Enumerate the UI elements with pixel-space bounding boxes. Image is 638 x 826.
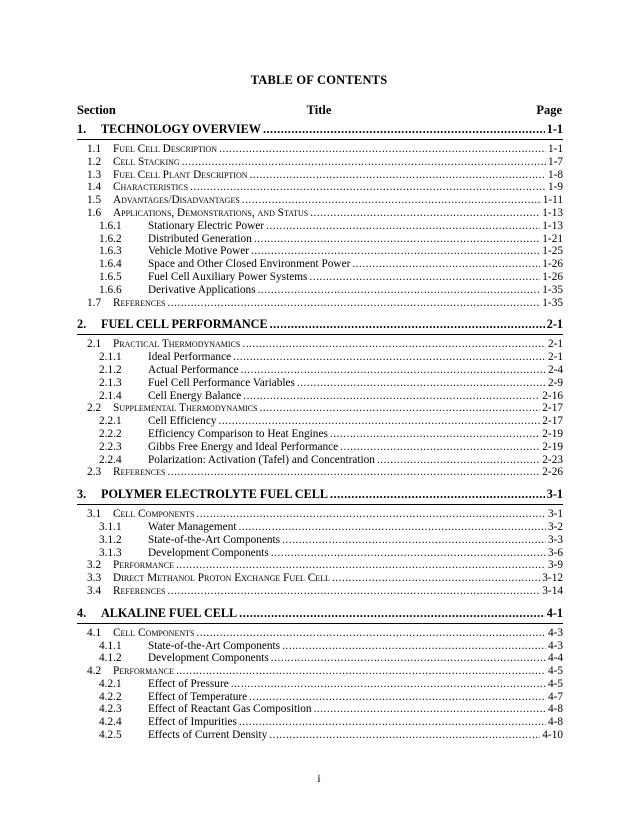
toc-entry-number: 3.1.3: [99, 546, 122, 559]
toc-entry-page: 2-1: [546, 317, 563, 332]
toc-entry-number: 4.2: [87, 665, 102, 678]
toc-entry-title: References: [113, 466, 166, 479]
toc-entry-page: 1-13: [542, 219, 563, 232]
toc-chapter-entry[interactable]: [77, 606, 563, 620]
toc-entry-page: 1-35: [542, 283, 563, 296]
toc-subsection-entry[interactable]: [77, 652, 563, 665]
toc-entry-number: 4.1.1: [99, 639, 122, 652]
toc-entry-title: TECHNOLOGY OVERVIEW: [101, 122, 261, 136]
toc-entry-title: Water Management: [148, 520, 237, 533]
toc-entry-page: 2-19: [542, 427, 563, 440]
toc-entry-page: 1-26: [542, 258, 563, 271]
toc-entry-number: 1.6.3: [99, 245, 122, 258]
toc-section-entry[interactable]: [77, 143, 563, 156]
toc-entry-title: POLYMER ELECTROLYTE FUEL CELL: [101, 487, 328, 502]
toc-subsection-entry[interactable]: [77, 271, 563, 284]
toc-entry-number: 2.1.1: [99, 351, 122, 364]
toc-entry-page: 1-11: [542, 194, 563, 207]
toc-entry-title: Efficiency Comparison to Heat Engines: [148, 427, 328, 440]
leader-dots: [196, 627, 545, 640]
toc-entry-title: Cell Components: [113, 508, 195, 521]
toc-subsection-entry[interactable]: [77, 351, 563, 364]
toc-entry-number: 4.: [77, 605, 87, 620]
leader-dots: [238, 521, 545, 534]
toc-entry-number: 2.2.3: [99, 440, 122, 453]
toc-entry-title: FUEL CELL PERFORMANCE: [101, 317, 268, 332]
leader-dots: [196, 508, 545, 521]
toc-entry-title: Supplemental Thermodynamics: [113, 402, 258, 415]
toc-entry-title: ALKALINE FUEL CELL: [101, 605, 238, 620]
toc-subsection-entry[interactable]: [77, 729, 563, 742]
leader-dots: [309, 271, 540, 284]
toc-entry-number: 4.2.2: [99, 690, 122, 703]
toc-section-entry[interactable]: [77, 508, 563, 521]
leader-dots: [251, 245, 540, 258]
column-header-section: Section: [77, 103, 116, 117]
toc-entry-title: References: [113, 296, 166, 309]
toc-entry-page: 2-19: [542, 440, 563, 453]
leader-dots: [270, 317, 545, 331]
toc-section-entry[interactable]: [77, 665, 563, 678]
leader-dots: [239, 716, 546, 729]
leader-dots: [254, 233, 540, 246]
toc-entry-title: Cell Energy Balance: [148, 389, 242, 402]
toc-entry-number: 4.1: [87, 626, 102, 639]
toc-entry-title: Effects of Current Density: [148, 729, 268, 742]
toc-chapter-entry[interactable]: [77, 317, 563, 331]
toc-entry-page: 1-7: [547, 155, 563, 168]
toc-entry-title: Polarization: Activation (Tafel) and Concentration: [148, 453, 375, 466]
leader-dots: [330, 487, 545, 501]
leader-dots: [231, 678, 546, 691]
toc-entry-number: 1.6.2: [99, 232, 122, 245]
toc-entry-number: 4.2.4: [99, 716, 122, 729]
toc-entry-title: Characteristics: [113, 181, 189, 194]
toc-subsection-entry[interactable]: [77, 258, 563, 271]
toc-section-entry[interactable]: [77, 207, 563, 220]
toc-entry-page: 1-1: [546, 122, 563, 136]
chapter-divider: [77, 623, 563, 624]
toc-entry-title: Cell Efficiency: [148, 415, 217, 428]
toc-subsection-entry[interactable]: [77, 703, 563, 716]
toc-entry-title: Fuel Cell Plant Description: [113, 168, 248, 181]
toc-entry-page: 4-3: [547, 639, 563, 652]
toc-entry-number: 3.4: [87, 584, 102, 597]
toc-section-entry[interactable]: [77, 627, 563, 640]
toc-entry-number: 2.1: [87, 338, 102, 351]
table-of-contents: [77, 122, 563, 742]
toc-entry-page: 2-16: [542, 389, 563, 402]
toc-subsection-entry[interactable]: [77, 534, 563, 547]
toc-entry-title: Vehicle Motive Power: [148, 245, 250, 258]
toc-section-entry[interactable]: [77, 559, 563, 572]
toc-entry-title: Stationary Electric Power: [148, 219, 265, 232]
toc-chapter-entry[interactable]: [77, 487, 563, 501]
leader-dots: [176, 559, 546, 572]
toc-entry-page: 2-1: [547, 338, 563, 351]
toc-entry-number: 3.1.1: [99, 520, 122, 533]
page-number: i: [317, 773, 321, 785]
toc-entry-title: Effect of Reactant Gas Composition: [148, 703, 312, 716]
toc-entry-number: 1.2: [87, 155, 102, 168]
toc-entry-page: 4-5: [547, 677, 563, 690]
toc-subsection-entry[interactable]: [77, 454, 563, 467]
toc-entry-number: 4.2.1: [99, 677, 122, 690]
toc-subsection-entry[interactable]: [77, 678, 563, 691]
toc-entry-title: Cell Stacking: [113, 155, 180, 168]
toc-entry-page: 3-1: [546, 487, 563, 502]
leader-dots: [219, 143, 546, 156]
toc-subsection-entry[interactable]: [77, 233, 563, 246]
toc-entry-title: Distributed Generation: [148, 232, 252, 245]
toc-section-entry[interactable]: [77, 181, 563, 194]
toc-entry-number: 2.2.2: [99, 427, 122, 440]
leader-dots: [239, 606, 545, 620]
toc-entry-page: 3-12: [542, 572, 563, 585]
toc-section-entry[interactable]: [77, 402, 563, 415]
toc-entry-title: Fuel Cell Auxiliary Power Systems: [148, 270, 308, 283]
toc-entry-page: 1-13: [542, 206, 563, 219]
chapter-divider: [77, 504, 563, 505]
toc-entry-number: 1.4: [87, 181, 102, 194]
toc-entry-title: Applications, Demonstrations, and Status: [113, 206, 309, 219]
toc-entry-page: 1-26: [542, 270, 563, 283]
toc-entry-number: 2.1.3: [99, 376, 122, 389]
toc-entry-number: 2.: [77, 317, 87, 332]
toc-entry-title: Derivative Applications: [148, 283, 256, 296]
toc-subsection-entry[interactable]: [77, 245, 563, 258]
toc-entry-page: 3-2: [547, 520, 563, 533]
toc-subsection-entry[interactable]: [77, 284, 563, 297]
toc-entry-page: 4-1: [546, 605, 563, 620]
toc-entry-page: 4-3: [547, 626, 563, 639]
toc-entry-title: Gibbs Free Energy and Ideal Performance: [148, 440, 339, 453]
toc-entry-page: 4-4: [547, 652, 563, 665]
toc-section-entry[interactable]: [77, 194, 563, 207]
page-title: TABLE OF CONTENTS: [250, 73, 388, 87]
toc-entry-page: 4-5: [547, 665, 563, 678]
toc-entry-number: 2.2.4: [99, 453, 122, 466]
toc-entry-number: 2.2.1: [99, 415, 122, 428]
toc-section-entry[interactable]: [77, 466, 563, 479]
toc-entry-number: 3.2: [87, 559, 102, 572]
toc-entry-title: Effect of Pressure: [148, 677, 229, 690]
toc-entry-page: 2-4: [547, 363, 563, 376]
leader-dots: [263, 122, 545, 136]
toc-entry-title: Cell Components: [113, 626, 195, 639]
leader-dots: [271, 547, 546, 560]
toc-entry-title: Advantages/Disadvantages: [113, 194, 240, 207]
toc-entry-number: 3.: [77, 487, 87, 502]
toc-entry-page: 1-8: [547, 168, 563, 181]
toc-entry-page: 1-21: [542, 232, 563, 245]
toc-entry-number: 2.1.4: [99, 389, 122, 402]
toc-entry-number: 1.6.4: [99, 258, 122, 271]
toc-entry-title: Ideal Performance: [148, 351, 232, 364]
toc-entry-title: State-of-the-Art Components: [148, 639, 281, 652]
toc-section-entry[interactable]: [77, 169, 563, 182]
leader-dots: [243, 390, 540, 403]
toc-entry-number: 3.1: [87, 508, 102, 521]
toc-entry-number: 2.3: [87, 466, 102, 479]
toc-section-entry[interactable]: [77, 585, 563, 598]
toc-entry-number: 1.5: [87, 194, 102, 207]
leader-dots: [282, 534, 546, 547]
toc-entry-title: Actual Performance: [148, 363, 239, 376]
toc-subsection-entry[interactable]: [77, 428, 563, 441]
toc-entry-page: 4-8: [547, 716, 563, 729]
toc-entry-number: 1.7: [87, 296, 102, 309]
toc-entry-title: Performance: [113, 665, 174, 678]
chapter-divider: [77, 334, 563, 335]
toc-entry-number: 2.2: [87, 402, 102, 415]
toc-subsection-entry[interactable]: [77, 640, 563, 653]
leader-dots: [314, 703, 546, 716]
toc-entry-title: Development Components: [148, 652, 269, 665]
toc-entry-title: Development Components: [148, 546, 269, 559]
leader-dots: [377, 454, 540, 467]
toc-subsection-entry[interactable]: [77, 364, 563, 377]
toc-entry-number: 1.6: [87, 206, 102, 219]
toc-subsection-entry[interactable]: [77, 441, 563, 454]
toc-subsection-entry[interactable]: [77, 691, 563, 704]
leader-dots: [241, 364, 546, 377]
toc-entry-title: References: [113, 584, 166, 597]
toc-entry-number: 1.1: [87, 143, 102, 155]
toc-entry-number: 3.3: [87, 572, 102, 585]
leader-dots: [219, 415, 541, 428]
leader-dots: [176, 665, 546, 678]
leader-dots: [260, 402, 541, 415]
leader-dots: [242, 338, 546, 351]
column-header-page: Page: [536, 103, 562, 117]
toc-entry-page: 2-9: [547, 376, 563, 389]
chapter-divider: [77, 139, 563, 140]
toc-entry-page: 1-9: [547, 181, 563, 194]
toc-entry-page: 1-25: [542, 245, 563, 258]
leader-dots: [310, 207, 540, 220]
toc-entry-title: Fuel Cell Performance Variables: [148, 376, 295, 389]
leader-dots: [190, 181, 546, 194]
leader-dots: [182, 156, 546, 169]
leader-dots: [271, 652, 546, 665]
toc-entry-number: 4.1.2: [99, 652, 122, 665]
toc-entry-number: 4.2.3: [99, 703, 122, 716]
toc-section-entry[interactable]: [77, 297, 563, 310]
column-header-title: Title: [306, 103, 332, 117]
toc-entry-page: 4-10: [542, 729, 563, 742]
toc-section-entry[interactable]: [77, 572, 563, 585]
toc-entry-number: 1.: [77, 122, 87, 136]
leader-dots: [167, 466, 540, 479]
toc-entry-page: 2-17: [542, 402, 563, 415]
leader-dots: [297, 377, 546, 390]
toc-entry-page: 1-35: [542, 296, 563, 309]
toc-entry-page: 2-23: [542, 453, 563, 466]
leader-dots: [332, 572, 540, 585]
leader-dots: [167, 585, 540, 598]
toc-entry-title: State-of-the-Art Components: [148, 533, 281, 546]
toc-subsection-entry[interactable]: [77, 377, 563, 390]
toc-chapter-entry[interactable]: [77, 122, 563, 136]
toc-section-entry[interactable]: [77, 338, 563, 351]
toc-entry-number: 1.6.6: [99, 283, 122, 296]
toc-entry-page: 3-14: [542, 584, 563, 597]
toc-entry-page: 2-26: [542, 466, 563, 479]
toc-entry-title: Performance: [113, 559, 174, 572]
toc-section-entry[interactable]: [77, 156, 563, 169]
leader-dots: [340, 441, 540, 454]
toc-subsection-entry[interactable]: [77, 390, 563, 403]
toc-entry-number: 3.1.2: [99, 533, 122, 546]
toc-subsection-entry[interactable]: [77, 521, 563, 534]
toc-entry-title: Practical Thermodynamics: [113, 338, 241, 351]
toc-entry-page: 3-6: [547, 546, 563, 559]
toc-entry-page: 2-1: [547, 351, 563, 364]
toc-entry-number: 1.3: [87, 168, 102, 181]
toc-entry-number: 4.2.5: [99, 729, 122, 742]
toc-entry-title: Effect of Temperature: [148, 690, 248, 703]
leader-dots: [269, 729, 540, 742]
leader-dots: [282, 640, 546, 653]
toc-entry-title: Direct Methanol Proton Exchange Fuel Cell: [113, 572, 330, 585]
leader-dots: [167, 297, 540, 310]
leader-dots: [250, 169, 546, 182]
toc-entry-title: Effect of Impurities: [148, 716, 237, 729]
toc-entry-page: 4-8: [547, 703, 563, 716]
toc-entry-title: Space and Other Closed Environment Power: [148, 258, 351, 271]
toc-entry-page: 3-1: [547, 508, 563, 521]
leader-dots: [352, 258, 540, 271]
toc-entry-page: 3-3: [547, 533, 563, 546]
leader-dots: [242, 194, 541, 207]
leader-dots: [249, 691, 546, 704]
toc-entry-number: 1.6.1: [99, 219, 122, 232]
toc-entry-page: 3-9: [547, 559, 563, 572]
toc-subsection-entry[interactable]: [77, 220, 563, 233]
toc-entry-number: 1.6.5: [99, 270, 122, 283]
leader-dots: [266, 220, 540, 233]
leader-dots: [330, 428, 540, 441]
toc-entry-number: 2.1.2: [99, 363, 122, 376]
toc-subsection-entry[interactable]: [77, 547, 563, 560]
toc-entry-page: 2-17: [542, 415, 563, 428]
toc-subsection-entry[interactable]: [77, 716, 563, 729]
leader-dots: [258, 284, 541, 297]
toc-entry-page: 1-1: [547, 143, 563, 155]
toc-entry-title: Fuel Cell Description: [113, 143, 218, 155]
leader-dots: [233, 351, 546, 364]
toc-entry-page: 4-7: [547, 690, 563, 703]
toc-subsection-entry[interactable]: [77, 415, 563, 428]
